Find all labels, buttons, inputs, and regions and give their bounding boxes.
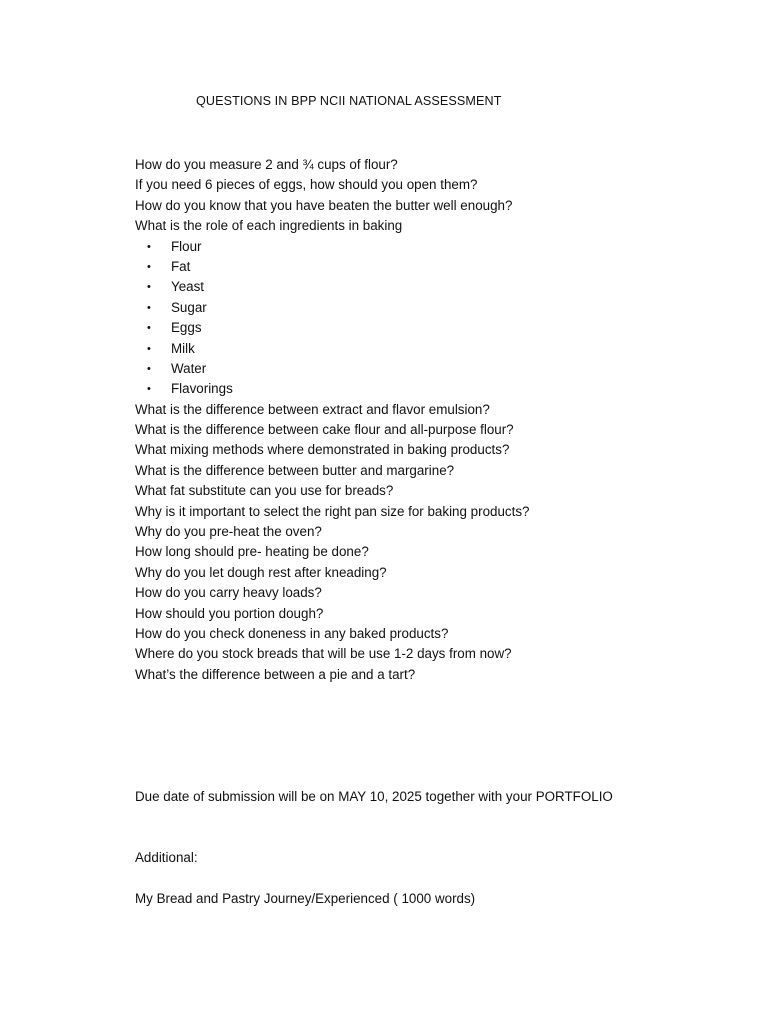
question-text: If you need 6 pieces of eggs, how should you open them? — [135, 177, 478, 193]
additional-label: Additional: — [135, 850, 198, 865]
question-text: Where do you stock breads that will be use 1-2 days from now? — [135, 646, 512, 662]
question-text: How do you measure 2 and ¾ cups of flour? — [135, 157, 398, 172]
ingredient-label: Flour — [171, 238, 202, 254]
question-text: How should you portion dough? — [135, 605, 324, 621]
question-text: Why do you let dough rest after kneading? — [135, 564, 387, 580]
ingredient-label: Milk — [171, 340, 195, 356]
question-text: What is the difference between extract and flavor emulsion? — [135, 401, 490, 417]
question-text: How do you check doneness in any baked products? — [135, 625, 449, 641]
ingredient-label: Yeast — [171, 279, 205, 295]
question-text: How long should pre- heating be done? — [135, 544, 369, 560]
ingredient-label: Eggs — [171, 320, 202, 336]
question-text: How do you know that you have beaten the butter well enough? — [135, 197, 513, 213]
bullet-icon: • — [147, 362, 151, 375]
question-text: How do you carry heavy loads? — [135, 585, 322, 601]
question-text: What fat substitute can you use for breads? — [135, 483, 394, 499]
journey-task: My Bread and Pastry Journey/Experienced ( 1000 words) — [135, 891, 476, 906]
question-text: What’s the difference between a pie and a tart? — [135, 666, 416, 682]
bullet-icon: • — [147, 301, 151, 314]
bullet-icon: • — [147, 260, 151, 273]
question-text: What is the difference between cake flour and all-purpose flour? — [135, 422, 514, 438]
ingredient-label: Sugar — [171, 299, 207, 315]
due-date-note: Due date of submission will be on MAY 10, 2025 together with your PORTFOLIO — [135, 789, 613, 804]
question-text: What is the difference between butter and margarine? — [135, 462, 455, 478]
ingredient-label: Fat — [171, 258, 191, 274]
bullet-icon: • — [147, 281, 151, 294]
question-text: What mixing methods where demonstrated in baking products? — [135, 442, 510, 458]
question-text: What is the role of each ingredients in baking — [135, 218, 403, 234]
bullet-icon: • — [147, 240, 151, 253]
question-text: Why do you pre-heat the oven? — [135, 524, 322, 540]
question-text: Why is it important to select the right pan size for baking products? — [135, 503, 530, 519]
bullet-icon: • — [147, 322, 151, 335]
document-title: QUESTIONS IN BPP NCII NATIONAL ASSESSMENT — [196, 94, 502, 108]
ingredient-label: Flavorings — [171, 381, 233, 397]
bullet-icon: • — [147, 383, 151, 396]
bullet-icon: • — [147, 342, 151, 355]
ingredient-label: Water — [171, 360, 207, 376]
